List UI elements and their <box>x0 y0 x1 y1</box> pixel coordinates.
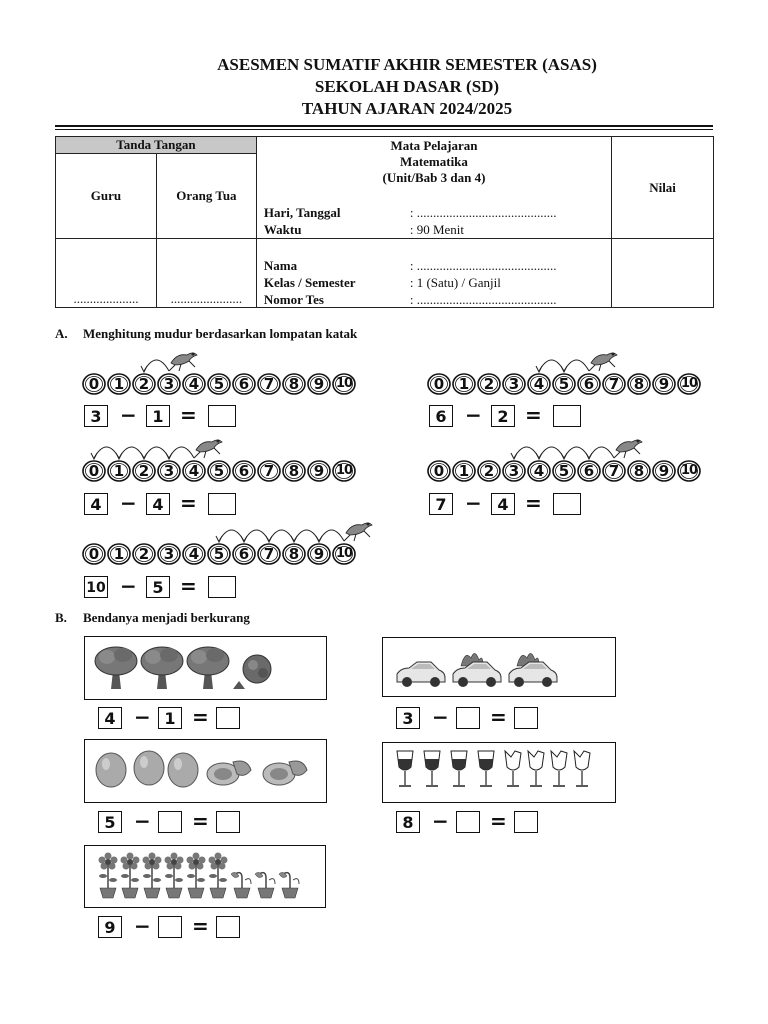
jump-arc <box>539 447 564 458</box>
minus-sign: − <box>134 914 151 938</box>
date-field: : ........................................... <box>409 205 557 220</box>
subtrahend-box[interactable] <box>456 811 480 833</box>
number-label: 6 <box>583 462 595 480</box>
jump-arrows <box>82 349 402 379</box>
title-line-2: SEKOLAH DASAR (SD) <box>314 77 500 96</box>
number-label: 5 <box>558 462 570 480</box>
number-label: 0 <box>88 375 100 393</box>
jump-arc <box>514 447 539 458</box>
date-label: Hari, Tanggal <box>263 205 341 220</box>
answer-input[interactable] <box>514 707 538 729</box>
jump-arc <box>219 530 244 541</box>
grade-box[interactable] <box>612 239 714 308</box>
flower-pot-icon <box>121 853 140 899</box>
number-label: 5 <box>558 375 570 393</box>
cut-tree-icon <box>233 655 271 689</box>
number-label: 10 <box>335 463 353 478</box>
answer-input[interactable] <box>216 707 240 729</box>
class-label: Kelas / Semester <box>263 275 356 290</box>
number-label: 7 <box>608 462 620 480</box>
subtrahend-box: 4 <box>491 493 515 515</box>
arrow-head <box>216 536 222 542</box>
answer-input[interactable] <box>514 811 538 833</box>
object-picture-frame <box>84 636 327 700</box>
number-label: 4 <box>188 545 200 563</box>
jump-arc <box>144 447 169 458</box>
number-label: 2 <box>138 375 150 393</box>
broken-glass-icon <box>574 751 590 786</box>
number-label: 8 <box>633 375 645 393</box>
equals-sign: = <box>192 914 209 938</box>
answer-input[interactable] <box>216 811 240 833</box>
jump-arrows <box>82 519 402 549</box>
section-a-title: Menghitung mudur berdasarkan lompatan katak <box>83 326 358 341</box>
subtrahend-box: 2 <box>491 405 515 427</box>
subtraction-equation <box>84 405 244 429</box>
broken-egg-icon <box>207 761 251 785</box>
glass-icon <box>451 751 467 786</box>
minuend-box: 7 <box>429 493 453 515</box>
number-label: 3 <box>508 375 520 393</box>
grade-label: Nilai <box>612 137 714 239</box>
flower-pot-icon <box>187 853 206 899</box>
egg-icon <box>134 751 164 785</box>
section-b-heading <box>55 610 250 626</box>
jump-arc <box>94 447 119 458</box>
equals-sign: = <box>180 491 197 515</box>
jump-arrows <box>82 436 402 466</box>
number-label: 6 <box>238 545 250 563</box>
student-info-table <box>55 136 714 308</box>
subject-label: Mata Pelajaran <box>390 138 478 153</box>
minuend-box: 4 <box>98 707 122 729</box>
number-label: 4 <box>188 375 200 393</box>
flower-pot-icon <box>99 853 118 899</box>
tree-icon <box>95 647 137 689</box>
frog-icon <box>169 353 197 372</box>
number-label: 9 <box>313 462 325 480</box>
number-label: 2 <box>483 375 495 393</box>
number-label: 5 <box>213 462 225 480</box>
tree-icon <box>187 647 229 689</box>
header-divider-thin <box>55 129 713 130</box>
equals-sign: = <box>192 705 209 729</box>
number-label: 10 <box>335 376 353 391</box>
number-label: 10 <box>680 463 698 478</box>
number-label: 1 <box>113 545 125 563</box>
object-picture-frame <box>84 845 326 908</box>
subtraction-equation <box>98 707 258 731</box>
subtraction-equation <box>84 493 244 517</box>
number-label: 4 <box>533 462 545 480</box>
number-label: 8 <box>288 545 300 563</box>
number-label: 0 <box>88 462 100 480</box>
frog-icon <box>344 523 372 542</box>
minuend-box: 3 <box>396 707 420 729</box>
minus-sign: − <box>134 705 151 729</box>
number-label: 3 <box>163 375 175 393</box>
jump-arc <box>294 530 319 541</box>
number-label: 0 <box>433 462 445 480</box>
tree-icon <box>141 647 183 689</box>
minuend-box: 8 <box>396 811 420 833</box>
section-a-letter: A. <box>55 326 68 341</box>
arrow-head <box>511 453 517 459</box>
equals-sign: = <box>192 809 209 833</box>
number-label: 1 <box>458 462 470 480</box>
frog-icon <box>614 440 642 459</box>
minus-sign: − <box>120 403 137 427</box>
answer-input[interactable] <box>216 916 240 938</box>
number-label: 3 <box>163 462 175 480</box>
subtrahend-box[interactable] <box>456 707 480 729</box>
glass-icon <box>424 751 440 786</box>
number-label: 0 <box>88 545 100 563</box>
minus-sign: − <box>465 491 482 515</box>
minuend-box: 5 <box>98 811 122 833</box>
minus-sign: − <box>465 403 482 427</box>
flower-pot-icon <box>165 853 184 899</box>
number-label: 7 <box>263 545 275 563</box>
answer-input[interactable] <box>208 576 236 598</box>
subject-cell <box>256 137 611 239</box>
answer-input[interactable] <box>553 405 581 427</box>
title-line-3: TAHUN AJARAN 2024/2025 <box>301 99 513 118</box>
subtrahend-box: 1 <box>146 405 170 427</box>
object-picture-frame <box>84 739 327 803</box>
teacher-label: Guru <box>56 154 157 239</box>
equals-sign: = <box>180 403 197 427</box>
subtrahend-box[interactable] <box>158 916 182 938</box>
subject-name: Matematika <box>400 154 468 169</box>
broken-glass-icon <box>505 751 521 786</box>
equals-sign: = <box>490 705 507 729</box>
broken-glass-icon <box>528 751 544 786</box>
minuend-box: 10 <box>84 576 108 598</box>
equals-sign: = <box>525 403 542 427</box>
number-label: 9 <box>313 375 325 393</box>
car-illustration <box>383 638 615 696</box>
jump-arc <box>539 360 564 371</box>
name-label: Nama <box>263 258 298 273</box>
object-picture-frame <box>382 742 616 803</box>
jump-arrows <box>427 436 747 466</box>
jump-arc <box>319 530 344 541</box>
equals-sign: = <box>180 574 197 598</box>
subtraction-equation <box>429 493 589 517</box>
flower-pot-icon <box>209 853 228 899</box>
number-label: 8 <box>288 375 300 393</box>
broken-egg-icon <box>263 761 307 785</box>
minuend-box: 9 <box>98 916 122 938</box>
jump-arc <box>119 447 144 458</box>
flower-pot-illustration <box>85 846 325 907</box>
number-label: 7 <box>263 462 275 480</box>
minus-sign: − <box>120 491 137 515</box>
subtrahend-box: 4 <box>146 493 170 515</box>
name-field[interactable]: : ........................................... <box>409 258 557 273</box>
egg-icon <box>96 753 126 787</box>
number-label: 2 <box>483 462 495 480</box>
number-label: 8 <box>288 462 300 480</box>
number-label: 1 <box>458 375 470 393</box>
number-label: 6 <box>583 375 595 393</box>
glass-icon <box>397 751 413 786</box>
number-label: 8 <box>633 462 645 480</box>
subtraction-equation <box>98 916 258 940</box>
subtraction-equation <box>396 707 556 731</box>
jump-arc <box>169 447 194 458</box>
jump-arc <box>564 360 589 371</box>
student-details-cell <box>256 239 611 308</box>
number-label: 0 <box>433 375 445 393</box>
egg-icon <box>168 753 198 787</box>
frog-icon <box>194 440 222 459</box>
broken-glass-icon <box>551 751 567 786</box>
parent-label: Orang Tua <box>156 154 256 239</box>
arrow-head <box>91 453 97 459</box>
frog-icon <box>589 353 617 372</box>
number-label: 3 <box>163 545 175 563</box>
teacher-signature-line: .................... <box>73 291 139 306</box>
car-icon <box>397 662 445 687</box>
egg-illustration <box>85 740 326 802</box>
arrow-head <box>141 366 147 372</box>
subtrahend-box: 1 <box>158 707 182 729</box>
minuend-box: 4 <box>84 493 108 515</box>
burnt-car-icon <box>509 653 557 687</box>
page-title <box>0 54 768 120</box>
glass-illustration <box>383 743 615 802</box>
section-b-letter: B. <box>55 610 67 625</box>
number-label: 9 <box>658 462 670 480</box>
signature-header: Tanda Tangan <box>56 137 257 154</box>
answer-input[interactable] <box>208 405 236 427</box>
flower-pot-icon <box>143 853 162 899</box>
test-number-label: Nomor Tes <box>263 292 324 307</box>
number-label: 5 <box>213 545 225 563</box>
answer-input[interactable] <box>208 493 236 515</box>
number-label: 3 <box>508 462 520 480</box>
number-label: 2 <box>138 545 150 563</box>
subtrahend-box: 5 <box>146 576 170 598</box>
number-label: 7 <box>263 375 275 393</box>
time-label: Waktu <box>263 222 302 237</box>
section-b-title: Bendanya menjadi berkurang <box>83 610 250 625</box>
section-a-heading <box>55 326 357 342</box>
wilted-flower-icon <box>255 872 275 898</box>
jump-arc <box>244 530 269 541</box>
subtraction-equation <box>84 576 244 600</box>
answer-input[interactable] <box>553 493 581 515</box>
jump-arc <box>564 447 589 458</box>
jump-arc <box>589 447 614 458</box>
class-value: : 1 (Satu) / Ganjil <box>409 275 501 290</box>
object-picture-frame <box>382 637 616 697</box>
test-number-field[interactable]: : ........................................... <box>409 292 557 307</box>
number-label: 4 <box>533 375 545 393</box>
number-label: 6 <box>238 375 250 393</box>
number-label: 7 <box>608 375 620 393</box>
minuend-box: 3 <box>84 405 108 427</box>
minus-sign: − <box>120 574 137 598</box>
subtraction-equation <box>98 811 258 835</box>
tree-illustration <box>85 637 326 699</box>
subtraction-equation <box>429 405 589 429</box>
number-label: 4 <box>188 462 200 480</box>
number-label: 5 <box>213 375 225 393</box>
equals-sign: = <box>525 491 542 515</box>
number-label: 9 <box>658 375 670 393</box>
parent-signature-box[interactable] <box>156 239 256 308</box>
jump-arrows <box>427 349 747 379</box>
number-label: 10 <box>335 546 353 561</box>
teacher-signature-box[interactable] <box>56 239 157 308</box>
title-line-1: ASESMEN SUMATIF AKHIR SEMESTER (ASAS) <box>217 55 597 74</box>
subject-unit: (Unit/Bab 3 dan 4) <box>382 170 486 185</box>
number-label: 2 <box>138 462 150 480</box>
burnt-car-icon <box>453 653 501 687</box>
arrow-head <box>536 366 542 372</box>
number-label: 1 <box>113 462 125 480</box>
glass-icon <box>478 751 494 786</box>
minuend-box: 6 <box>429 405 453 427</box>
equals-sign: = <box>490 809 507 833</box>
number-label: 9 <box>313 545 325 563</box>
wilted-flower-icon <box>231 872 251 898</box>
header-divider-thick <box>55 125 713 127</box>
jump-arc <box>269 530 294 541</box>
parent-signature-line: ...................... <box>170 291 243 306</box>
minus-sign: − <box>134 809 151 833</box>
subtrahend-box[interactable] <box>158 811 182 833</box>
number-label: 6 <box>238 462 250 480</box>
minus-sign: − <box>432 809 449 833</box>
number-label: 10 <box>680 376 698 391</box>
time-value: : 90 Menit <box>409 222 465 237</box>
minus-sign: − <box>432 705 449 729</box>
jump-arc <box>144 360 169 371</box>
number-label: 1 <box>113 375 125 393</box>
subtraction-equation <box>396 811 556 835</box>
wilted-flower-icon <box>279 872 299 898</box>
